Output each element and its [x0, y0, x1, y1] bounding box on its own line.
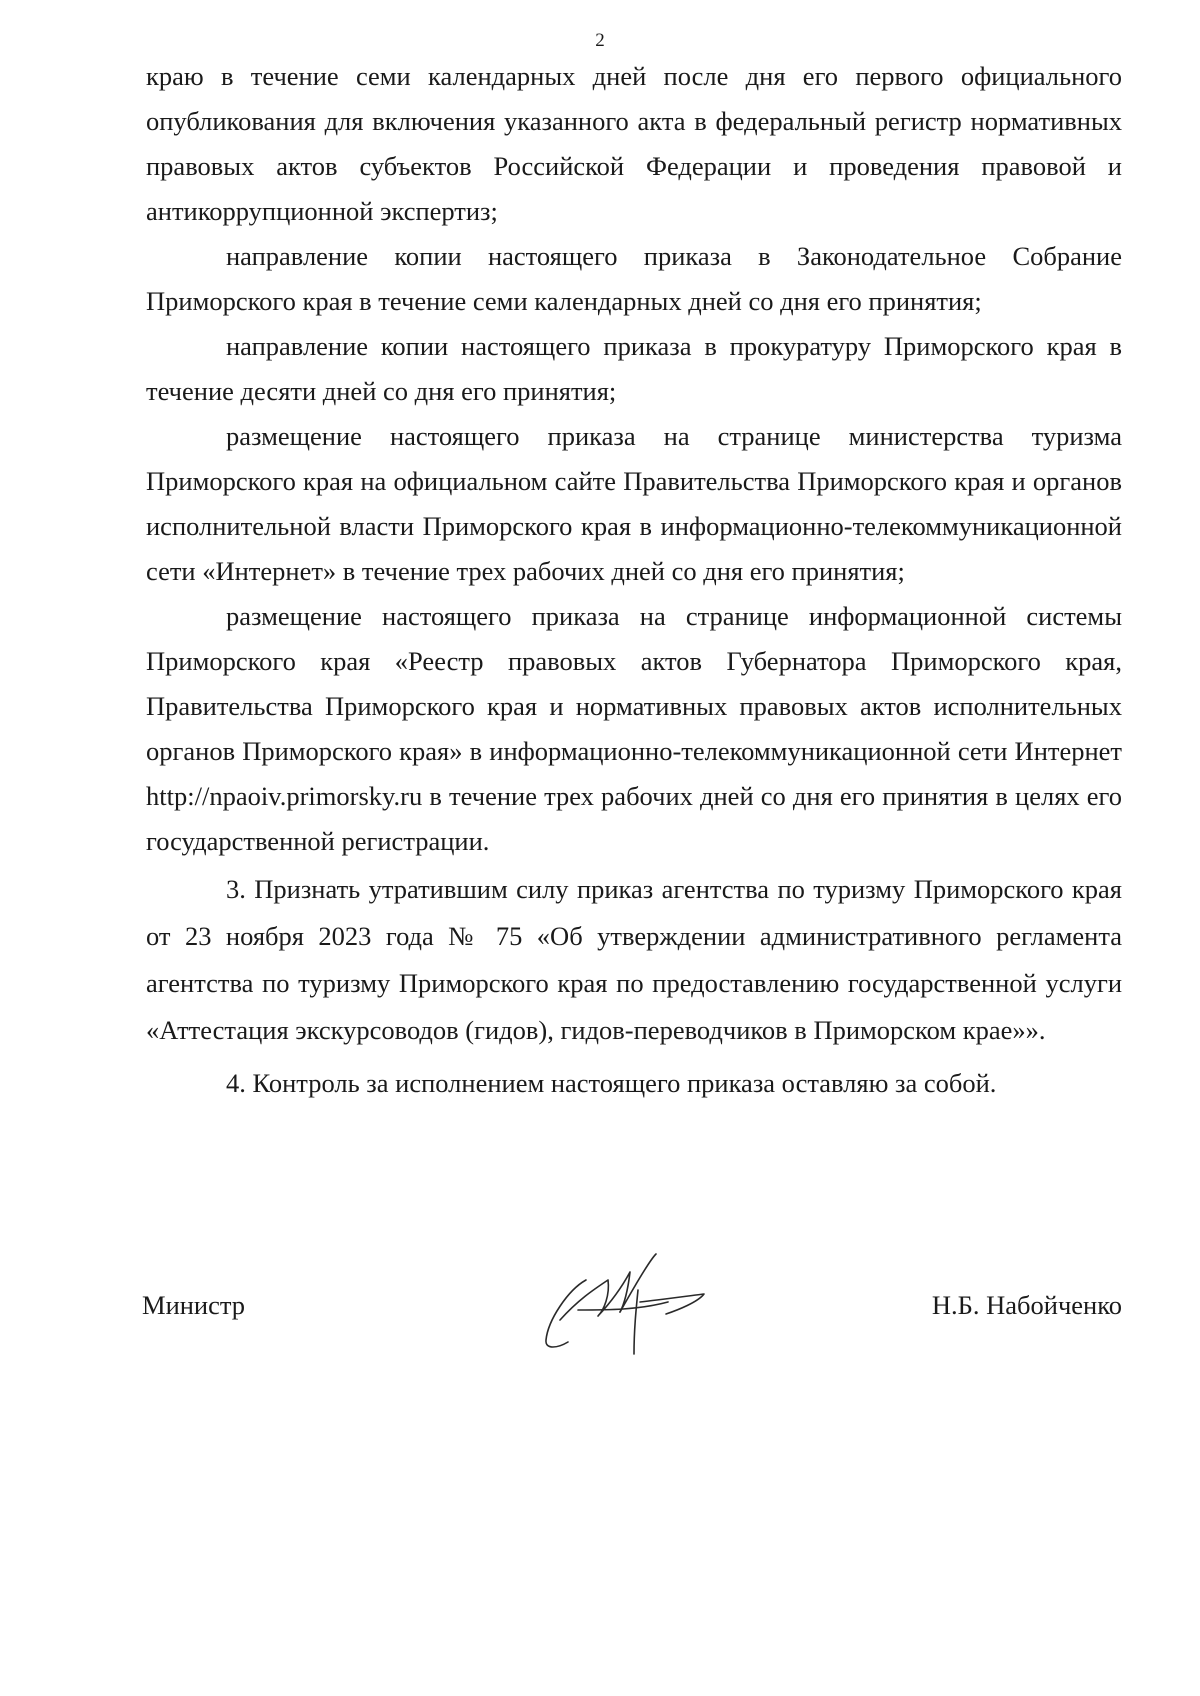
paragraph-prosecutor: направление копии настоящего приказа в прокуратуру Приморского края в течение десяти дней со дня его принятия; [146, 331, 1122, 406]
paragraph-item-3: 3. Признать утратившим силу приказ агентства по туризму Приморского края от 23 ноября 2023 года № 75 «Об утверждении административного регламента агентства по туризму Приморского края по предоставлению государственной услуги «Аттестация экскурсоводов (гидов), гидов-переводчиков в Приморском крае»». [146, 874, 1122, 1045]
handwritten-signature [538, 1250, 718, 1360]
paragraph-website-publication: размещение настоящего приказа на странице министерства туризма Приморского края на официальном сайте Правительства Приморского края и органов исполнительной власти Приморского края в информационно-телекоммуникационной сети «Интернет» в течение трех рабочих дней со дня его принятия; [146, 421, 1122, 586]
document-body [146, 54, 1122, 1107]
signatory-position: Министр [142, 1290, 246, 1320]
paragraph-legislative-assembly: направление копии настоящего приказа в Законодательное Собрание Приморского края в течение семи календарных дней со дня его принятия; [146, 241, 1122, 316]
paragraph-registry-publication: размещение настоящего приказа на странице информационной системы Приморского края «Реестр правовых актов Губернатора Приморского края, Правительства Приморского края и нормативных правовых актов исполнительных органов Приморского края» в информационно-телекоммуникационной сети Интернет http://npaoiv.primorsky.ru в течение трех рабочих дней со дня его принятия в целях его государственной регистрации. [146, 601, 1122, 856]
paragraph-continuation: краю в течение семи календарных дней после дня его первого официального опубликования для включения указанного акта в федеральный регистр нормативных правовых актов субъектов Российской Федерации и проведения правовой и антикоррупционной экспертиз; [146, 61, 1122, 226]
signatory-name: Н.Б. Набойченко [931, 1290, 1122, 1320]
paragraph-item-4: 4. Контроль за исполнением настоящего приказа оставляю за собой. [226, 1068, 997, 1098]
signature-block [142, 1262, 1122, 1342]
page-number: 2 [595, 30, 605, 51]
